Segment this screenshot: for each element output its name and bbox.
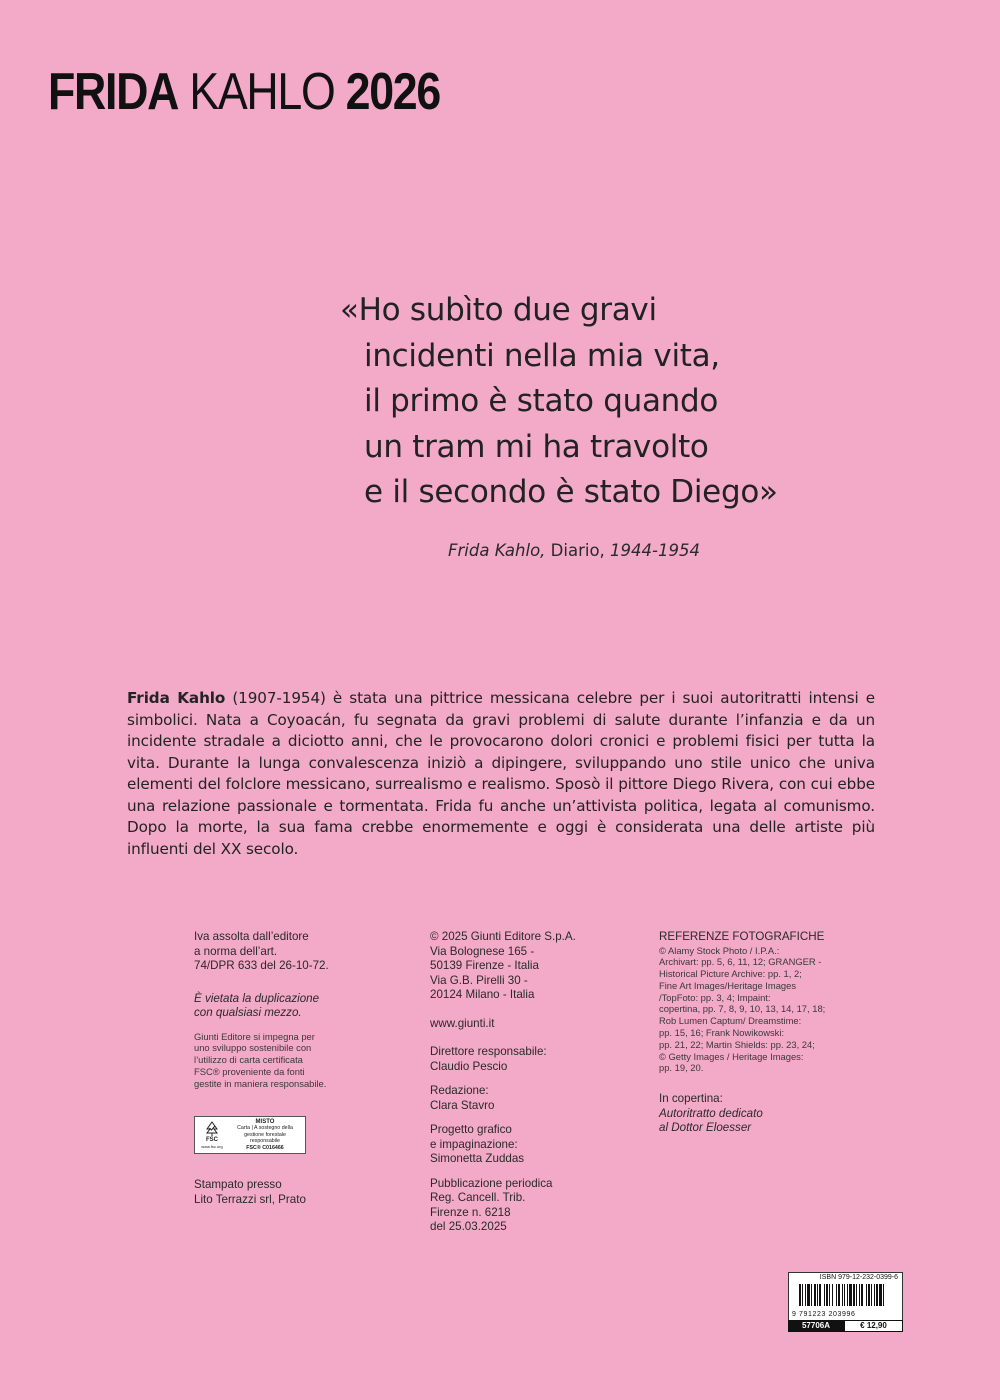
barcode-bar <box>807 1284 810 1306</box>
barcode-bar <box>838 1284 840 1306</box>
cover-title: al Dottor Eloesser <box>659 1121 752 1135</box>
credit-line: Rob Lumen Captum/ Dreamstime: <box>659 1015 802 1027</box>
barcode-bar <box>802 1284 803 1306</box>
barcode-bar <box>871 1284 872 1306</box>
printer-info <box>194 1178 306 1207</box>
publisher-line: 20124 Milano - Italia <box>430 988 535 1001</box>
fsc-label <box>194 1116 306 1154</box>
footer-column-publisher <box>430 930 620 1235</box>
publisher-line: Via Bolognese 165 - <box>430 944 535 958</box>
publisher-line: 50139 Firenze - Italia <box>430 959 539 972</box>
footer-column-legal <box>194 930 374 1089</box>
sustainability-line: FSC® proveniente da fonti <box>194 1065 305 1077</box>
quote-line: un tram mi ha travolto <box>364 428 709 465</box>
publication-line: Firenze n. 6218 <box>430 1205 511 1219</box>
fsc-logo-text: FSC <box>206 1137 218 1143</box>
barcode-footer <box>788 1320 903 1332</box>
credit-line: pp. 19, 20. <box>659 1062 704 1074</box>
publication-line: del 25.03.2025 <box>430 1220 507 1233</box>
barcode-bar <box>883 1284 884 1306</box>
barcode-bar <box>861 1284 863 1306</box>
sustainability-note <box>194 1031 374 1090</box>
page-title <box>48 62 440 122</box>
sustainability-line: gestite in maniera responsabile. <box>194 1077 327 1089</box>
barcode-bar <box>832 1284 833 1306</box>
barcode-bar <box>805 1284 806 1306</box>
duplication-notice: È vietata la duplicazione <box>194 991 320 1005</box>
fsc-site: www.fsc.org <box>201 1144 223 1149</box>
tree-check-icon <box>204 1121 220 1137</box>
barcode-bar <box>817 1284 818 1306</box>
printer-line: Lito Terrazzi srl, Prato <box>194 1192 306 1206</box>
quote-line: «Ho subìto due gravi <box>340 292 657 328</box>
barcode-bar <box>826 1284 828 1306</box>
fsc-line: Carta | A sostegno della <box>237 1125 293 1132</box>
photo-credits <box>659 945 859 1075</box>
publication-line: Pubblicazione periodica <box>430 1176 553 1190</box>
sustainability-line: l’utilizzo di carta certificata <box>194 1054 303 1066</box>
title-frida: FRIDA <box>48 63 179 121</box>
credit-line: © Alamy Stock Photo / I.P.A.: <box>659 944 780 956</box>
credit-line: © Getty Images / Heritage Images: <box>659 1050 804 1062</box>
barcode-bars <box>799 1284 898 1306</box>
publisher-line: Via G.B. Pirelli 30 - <box>430 973 528 987</box>
iva-line: 74/DPR 633 del 26-10-72. <box>194 959 329 972</box>
barcode-bar <box>866 1284 867 1306</box>
fsc-line: gestione forestale responsabile <box>244 1131 286 1145</box>
printer-line: Stampato presso <box>194 1178 282 1191</box>
website-link[interactable]: www.giunti.it <box>430 1016 495 1030</box>
director-label: Direttore responsabile: <box>430 1045 547 1058</box>
quote-line: e il secondo è stato Diego» <box>364 474 778 510</box>
cover-label: In copertina: <box>659 1092 723 1106</box>
iva-line: Iva assolta dall’editore <box>194 930 309 943</box>
footer-column-credits <box>659 930 859 1136</box>
cover-title: Autoritratto dedicato <box>659 1106 763 1120</box>
quote-attribution <box>448 540 700 562</box>
fsc-tree-icon <box>199 1119 225 1151</box>
barcode-bar <box>849 1284 852 1306</box>
credit-line: Historical Picture Archive: pp. 1, 2; <box>659 968 802 980</box>
barcode-bar <box>844 1284 845 1306</box>
credit-line: /TopFoto: pp. 3, 4; Impaint: <box>659 991 771 1003</box>
barcode-bar <box>847 1284 848 1306</box>
barcode-bar <box>856 1284 857 1306</box>
credit-line: Fine Art Images/Heritage Images <box>659 979 797 991</box>
barcode-bar <box>799 1284 801 1306</box>
barcode-bar <box>819 1284 821 1306</box>
quote-line: incidenti nella mia vita, <box>364 337 720 374</box>
quote-block <box>340 288 778 516</box>
barcode-bar <box>824 1284 825 1306</box>
credit-line: pp. 21, 22; Martin Shields: pp. 23, 24; <box>659 1038 815 1050</box>
quote-line: il primo è stato quando <box>364 383 719 419</box>
title-year: 2026 <box>345 63 440 121</box>
iva-line: a norma dell’art. <box>194 944 278 958</box>
bio-text: (1907-1954) è stata una pittrice messicana celebre per i suoi autoritratti intensi e simbolici. Nata a Coyoacán, fu segnata da gravi problemi di salute durante l’infanzia e da un incidente stradale a diciotto anni, che le provocarono dolori cronici e problemi fisici per tutta la vita. Durante la lunga convalescenza iniziò a dipingere, sviluppando uno stile unico che univa elementi del folclore messicano, surrealismo e realismo. Sposò il pittore Diego Rivera, con cui ebbe una relazione passionale e tormentata. Frida fu anche un’attivista politica, legata al comunismo. Dopo la morte, la sua fama crebbe enormemente e oggi è considerata una delle artiste più influenti del XX secolo. <box>127 689 875 858</box>
price: € 12,90 <box>844 1320 903 1332</box>
title-kahlo: KAHLO <box>189 63 335 121</box>
attribution-work: Diario, <box>550 541 605 560</box>
credit-line: Archivart: pp. 5, 6, 11, 12; GRANGER - <box>659 956 822 968</box>
isbn-text: ISBN 979-12-232-0399-6 <box>819 1274 898 1281</box>
barcode-bar <box>853 1284 855 1306</box>
publication-line: Reg. Cancell. Trib. <box>430 1191 526 1204</box>
biography-paragraph <box>127 688 875 860</box>
barcode-bar <box>859 1284 860 1306</box>
barcode-bar <box>836 1284 837 1306</box>
barcode-bar <box>814 1284 816 1306</box>
barcode-bar <box>868 1284 870 1306</box>
editorial-label: Redazione: <box>430 1084 489 1097</box>
barcode-bar <box>829 1284 830 1306</box>
design-name: Simonetta Zuddas <box>430 1152 525 1165</box>
duplication-notice: con qualsiasi mezzo. <box>194 1006 302 1019</box>
attribution-years: 1944-1954 <box>610 541 700 560</box>
fsc-code: FSC® C016466 <box>246 1144 284 1151</box>
credit-line: copertina, pp. 7, 8, 9, 10, 13, 14, 17, 18; <box>659 1003 826 1015</box>
design-label: e impaginazione: <box>430 1137 518 1151</box>
barcode-digits: 9 791223 203996 <box>792 1311 856 1318</box>
barcode-bar <box>811 1284 812 1306</box>
editorial-name: Clara Stavro <box>430 1098 495 1112</box>
barcode-bar <box>879 1284 882 1306</box>
barcode-box <box>788 1272 903 1332</box>
bio-name: Frida Kahlo <box>127 689 226 707</box>
barcode-bar <box>874 1284 875 1306</box>
product-code: 57706A <box>788 1320 844 1332</box>
sustainability-line: Giunti Editore si impegna per <box>194 1030 315 1042</box>
design-label: Progetto grafico <box>430 1123 512 1136</box>
fsc-head: MISTO <box>255 1118 275 1125</box>
publisher-line: © 2025 Giunti Editore S.p.A. <box>430 930 576 943</box>
photo-credits-title: REFERENZE FOTOGRAFICHE <box>659 930 825 943</box>
director-name: Claudio Pescio <box>430 1059 508 1073</box>
attribution-author: Frida Kahlo, <box>448 541 546 560</box>
sustainability-line: uno sviluppo sostenibile con <box>194 1042 312 1054</box>
credit-line: pp. 15, 16; Frank Nowikowski: <box>659 1027 785 1039</box>
barcode-bar <box>842 1284 843 1306</box>
fsc-text <box>229 1119 301 1151</box>
barcode-bar <box>876 1284 878 1306</box>
